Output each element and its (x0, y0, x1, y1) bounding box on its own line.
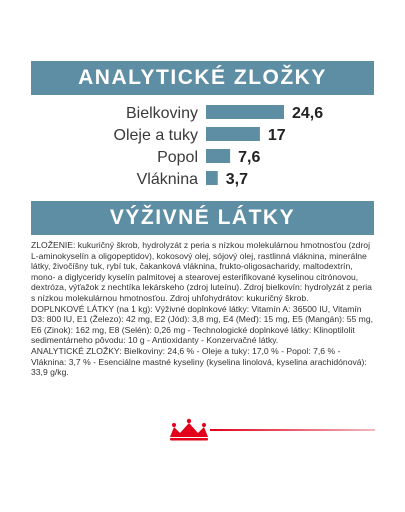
bar (206, 149, 230, 163)
bar (206, 127, 260, 141)
nutrition-section-header (31, 201, 374, 235)
value-label: 17 (267, 127, 286, 144)
bar (206, 171, 218, 185)
additives-paragraph: DOPLNKOVÉ LÁTKY (na 1 kg): Výživné doplnkové látky: Vitamín A: 36500 IU, Vitamín D3: 800 IU, E1 (Železo): 42 mg, E2 (Jód): 3,8 mg, E4 (Meď): 15 mg, E5 (Mangán): 55 mg, E6 (Zinok): 162 mg, E8 (Selén): 0,26 mg - Technologické doplnkové látky: Klinoptilolit sedimentárneho pôvodu: 10 g - Antioxidanty - Konzervačné látky. (31, 303, 374, 346)
value-label: 7,6 (238, 149, 261, 166)
category-label: Vláknina (136, 171, 198, 188)
analysis-paragraph: ANALYTICKÉ ZLOŽKY: Bielkoviny: 24,6 % - Oleje a tuky: 17,0 % - Popol: 7,6 % - Vláknina: 3,7 % - Esenciálne mastné kyseliny (kyselina linolová, kyselina arachidónová): 33,9 g/kg. (31, 345, 367, 378)
nutrition-section-title: VÝŽIVNÉ LÁTKY (109, 206, 296, 229)
value-label: 24,6 (292, 105, 324, 122)
bar (206, 105, 284, 119)
crown-icon (166, 418, 212, 442)
footer-divider (210, 429, 375, 431)
value-label: 3,7 (225, 171, 248, 188)
analytical-bar-chart (0, 95, 405, 195)
composition-text (31, 240, 376, 378)
category-label: Popol (157, 149, 198, 166)
category-label: Bielkoviny (125, 105, 198, 122)
analytical-section-header (31, 61, 374, 95)
category-label: Oleje a tuky (113, 127, 198, 144)
analytical-section-title: ANALYTICKÉ ZLOŽKY (78, 66, 327, 89)
composition-paragraph: ZLOŽENIE: kukuričný škrob, hydrolyzát z peria s nízkou molekulárnou hmotnosťou (zdroj L-aminokyselín a oligopeptidov), kokosový olej, sójový olej, rastlinná vláknina, minerálne látky, živočíšny tuk, rybí tuk, čakanková vláknina, frukto-oligosacharidy, maltodextrín, mono- a diglyceridy kyselín palmitovej a stearovej esterifikované kyselinou citrónovou, dextróza, výťažok z nechtíka lekárskeho (zdroj luteínu). Zdroj bielkovín: hydrolyzát z peria s nízkou molekulárnou hmotnosťou. Zdroj uhľohydrátov: kukuričný škrob. (31, 240, 372, 303)
